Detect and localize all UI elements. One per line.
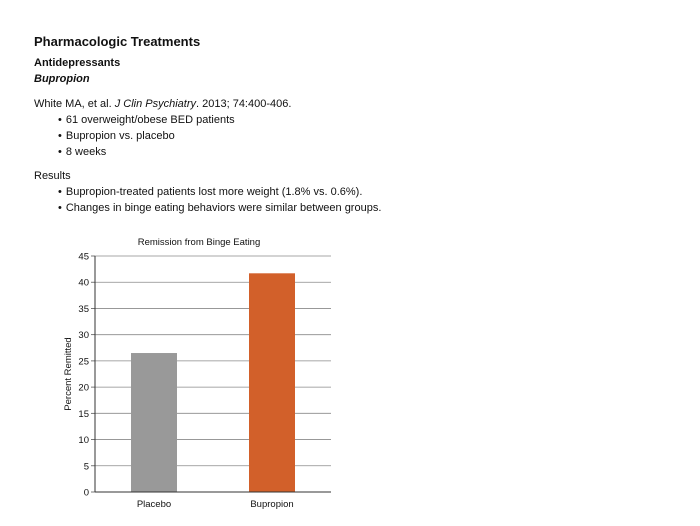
bar-placebo (131, 353, 177, 492)
slide-title: Pharmacologic Treatments (34, 34, 201, 49)
bar-bupropion (249, 273, 295, 492)
x-tick-label: Placebo (136, 499, 172, 510)
y-tick-label: 40 (78, 277, 89, 289)
y-tick-label: 35 (78, 303, 89, 315)
y-tick-label: 45 (78, 251, 89, 263)
x-tick-label: Bupropion (250, 499, 294, 510)
results-label: Results (34, 170, 71, 182)
y-tick-label: 10 (78, 435, 89, 447)
gridlines (91, 256, 331, 492)
y-tick-label: 25 (78, 356, 89, 368)
study-bullet: • 8 weeks (58, 144, 235, 160)
y-tick-label: 15 (78, 408, 89, 420)
bars (131, 273, 295, 492)
y-tick-label: 5 (83, 461, 89, 473)
citation (34, 98, 291, 110)
results-bullet: • Bupropion-treated patients lost more weight (1.8% vs. 0.6%). (58, 184, 381, 200)
x-tick-labels (137, 499, 294, 510)
y-tick-label: 20 (78, 382, 89, 394)
axes (95, 256, 331, 492)
citation-details: . 2013; 74:400-406. (196, 98, 292, 110)
drug-name: Bupropion (34, 73, 90, 85)
study-bullet: • 61 overweight/obese BED patients (58, 112, 235, 128)
citation-authors: White MA, et al. (34, 98, 112, 110)
results-bullet-list (58, 184, 381, 216)
section-subheading: Antidepressants (34, 57, 121, 69)
y-tick-label: 0 (83, 487, 89, 499)
y-axis-label: Percent Remitted (63, 337, 74, 411)
y-tick-label: 30 (78, 330, 89, 342)
results-bullet: • Changes in binge eating behaviors were similar between groups. (58, 200, 381, 216)
study-bullet-list (58, 112, 235, 160)
study-bullet: • Bupropion vs. placebo (58, 128, 235, 144)
citation-journal: J Clin Psychiatry (114, 98, 196, 110)
chart-title: Remission from Binge Eating (137, 237, 261, 248)
y-tick-labels (78, 252, 89, 499)
